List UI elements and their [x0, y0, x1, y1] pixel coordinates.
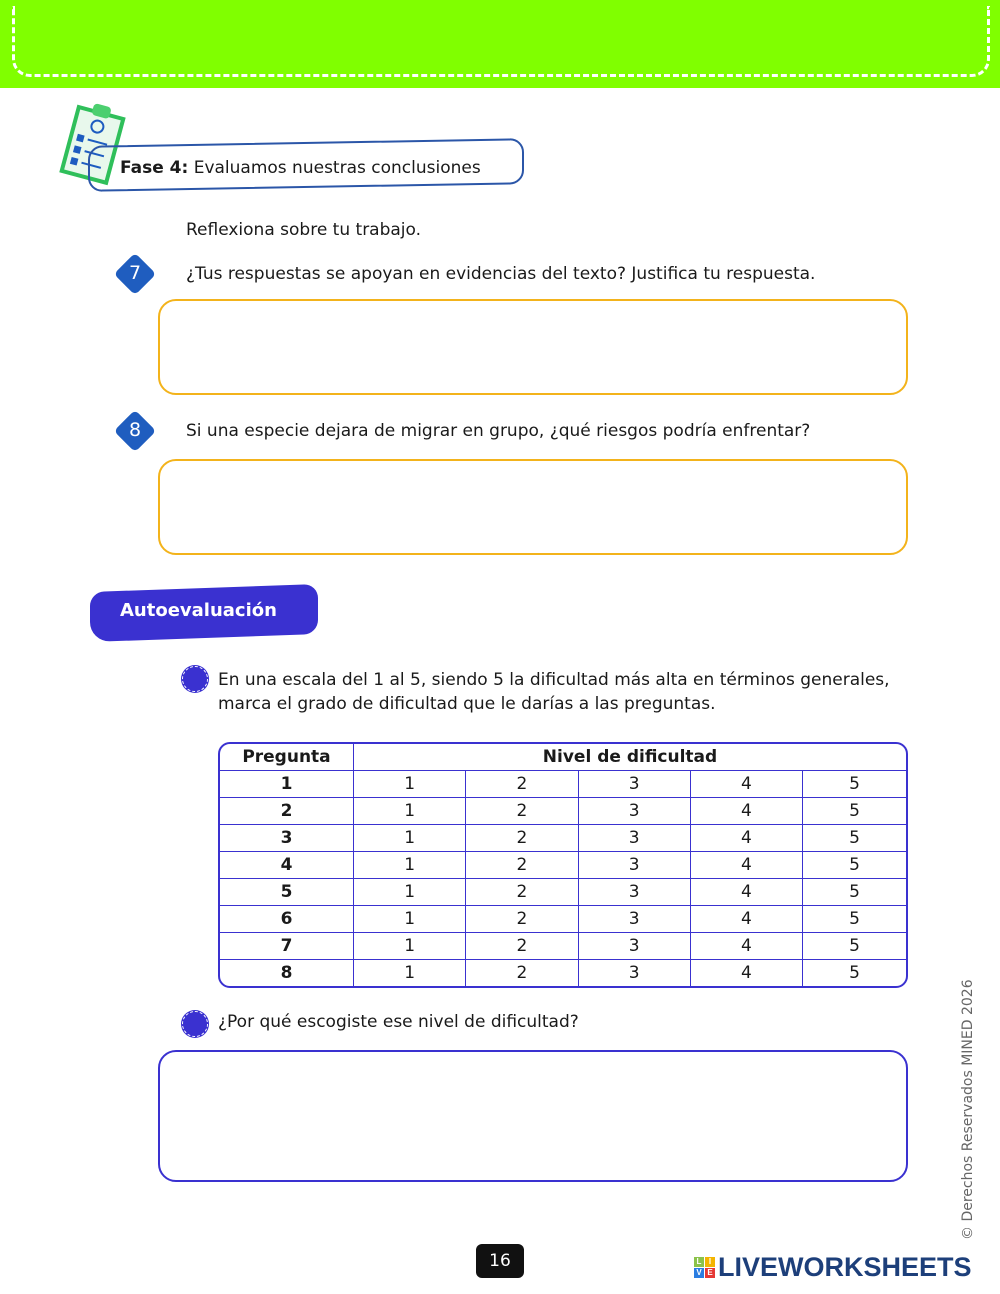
difficulty-option[interactable]: 4: [691, 906, 803, 933]
question-7-text: ¿Tus respuestas se apoyan en evidencias del texto? Justifica tu respuesta.: [186, 264, 816, 284]
difficulty-option[interactable]: 1: [354, 906, 466, 933]
difficulty-option[interactable]: 2: [466, 879, 578, 906]
question-number: 7: [128, 262, 142, 284]
question-2-text: ¿Por qué escogiste ese nivel de dificultad?: [218, 1012, 579, 1032]
table-row: [220, 879, 906, 906]
question-number-cell: 6: [220, 906, 354, 933]
difficulty-option[interactable]: 4: [691, 960, 803, 986]
copyright: © Derechos Reservados MINED 2026: [960, 979, 976, 1240]
difficulty-option[interactable]: 2: [466, 852, 578, 879]
difficulty-table: [218, 742, 908, 988]
difficulty-option[interactable]: 3: [579, 825, 691, 852]
difficulty-option[interactable]: 3: [579, 852, 691, 879]
table-row: [220, 771, 906, 798]
difficulty-option[interactable]: 1: [354, 960, 466, 986]
difficulty-option[interactable]: 3: [579, 798, 691, 825]
liveworksheets-logo: L I V E LIVEWORKSHEETS: [694, 1252, 972, 1283]
question-number-cell: 2: [220, 798, 354, 825]
difficulty-option[interactable]: 2: [466, 771, 578, 798]
autoevaluacion-header: Autoevaluación: [90, 584, 318, 642]
difficulty-option[interactable]: 4: [691, 879, 803, 906]
difficulty-option[interactable]: 1: [354, 852, 466, 879]
difficulty-option[interactable]: 2: [466, 960, 578, 986]
top-banner: [0, 0, 1000, 88]
difficulty-option[interactable]: 5: [803, 771, 906, 798]
difficulty-option[interactable]: 5: [803, 825, 906, 852]
answer-8-input[interactable]: [158, 459, 908, 555]
dashed-border: [12, 6, 990, 77]
difficulty-option[interactable]: 3: [579, 933, 691, 960]
bullet-icon: [182, 666, 208, 692]
bullet-icon: [182, 1011, 208, 1037]
table-row: [220, 933, 906, 960]
difficulty-option[interactable]: 3: [579, 960, 691, 986]
difficulty-option[interactable]: 4: [691, 798, 803, 825]
difficulty-option[interactable]: 3: [579, 906, 691, 933]
difficulty-option[interactable]: 1: [354, 879, 466, 906]
question-number-cell: 5: [220, 879, 354, 906]
difficulty-option[interactable]: 5: [803, 879, 906, 906]
difficulty-option[interactable]: 2: [466, 825, 578, 852]
difficulty-option[interactable]: 2: [466, 906, 578, 933]
page-number: 16: [476, 1244, 524, 1278]
difficulty-option[interactable]: 1: [354, 933, 466, 960]
difficulty-option[interactable]: 5: [803, 798, 906, 825]
question-number-cell: 3: [220, 825, 354, 852]
question-number-cell: 4: [220, 852, 354, 879]
difficulty-option[interactable]: 1: [354, 798, 466, 825]
difficulty-option[interactable]: 1: [354, 825, 466, 852]
difficulty-option[interactable]: 3: [579, 771, 691, 798]
table-row: [220, 798, 906, 825]
difficulty-option[interactable]: 2: [466, 798, 578, 825]
question-8-text: Si una especie dejara de migrar en grupo, ¿qué riesgos podría enfrentar?: [186, 421, 811, 441]
table-row: [220, 906, 906, 933]
difficulty-option[interactable]: 5: [803, 906, 906, 933]
question-number-cell: 1: [220, 771, 354, 798]
intro-text: Reflexiona sobre tu trabajo.: [186, 220, 422, 240]
difficulty-option[interactable]: 5: [803, 852, 906, 879]
question-number-cell: 7: [220, 933, 354, 960]
question-number: 8: [128, 419, 142, 441]
instruction-text: En una escala del 1 al 5, siendo 5 la dificultad más alta en términos generales, marca el grado de dificultad que le darías a las preguntas.: [218, 670, 890, 714]
difficulty-option[interactable]: 4: [691, 771, 803, 798]
difficulty-option[interactable]: 4: [691, 825, 803, 852]
difficulty-option[interactable]: 1: [354, 771, 466, 798]
table-row: [220, 825, 906, 852]
phase-title: Fase 4: Evaluamos nuestras conclusiones: [120, 158, 481, 178]
table-row: [220, 852, 906, 879]
difficulty-option[interactable]: 2: [466, 933, 578, 960]
answer-7-input[interactable]: [158, 299, 908, 395]
difficulty-option[interactable]: 5: [849, 963, 860, 983]
header-nivel: Nivel de dificultad: [354, 744, 906, 771]
table-row: [220, 960, 906, 986]
difficulty-option[interactable]: 4: [691, 852, 803, 879]
header-pregunta: Pregunta: [220, 744, 354, 771]
difficulty-option[interactable]: 4: [691, 933, 803, 960]
difficulty-option[interactable]: 5: [803, 933, 906, 960]
difficulty-reason-input[interactable]: [158, 1050, 908, 1182]
question-number-cell: 8: [220, 960, 354, 986]
difficulty-option[interactable]: 3: [579, 879, 691, 906]
